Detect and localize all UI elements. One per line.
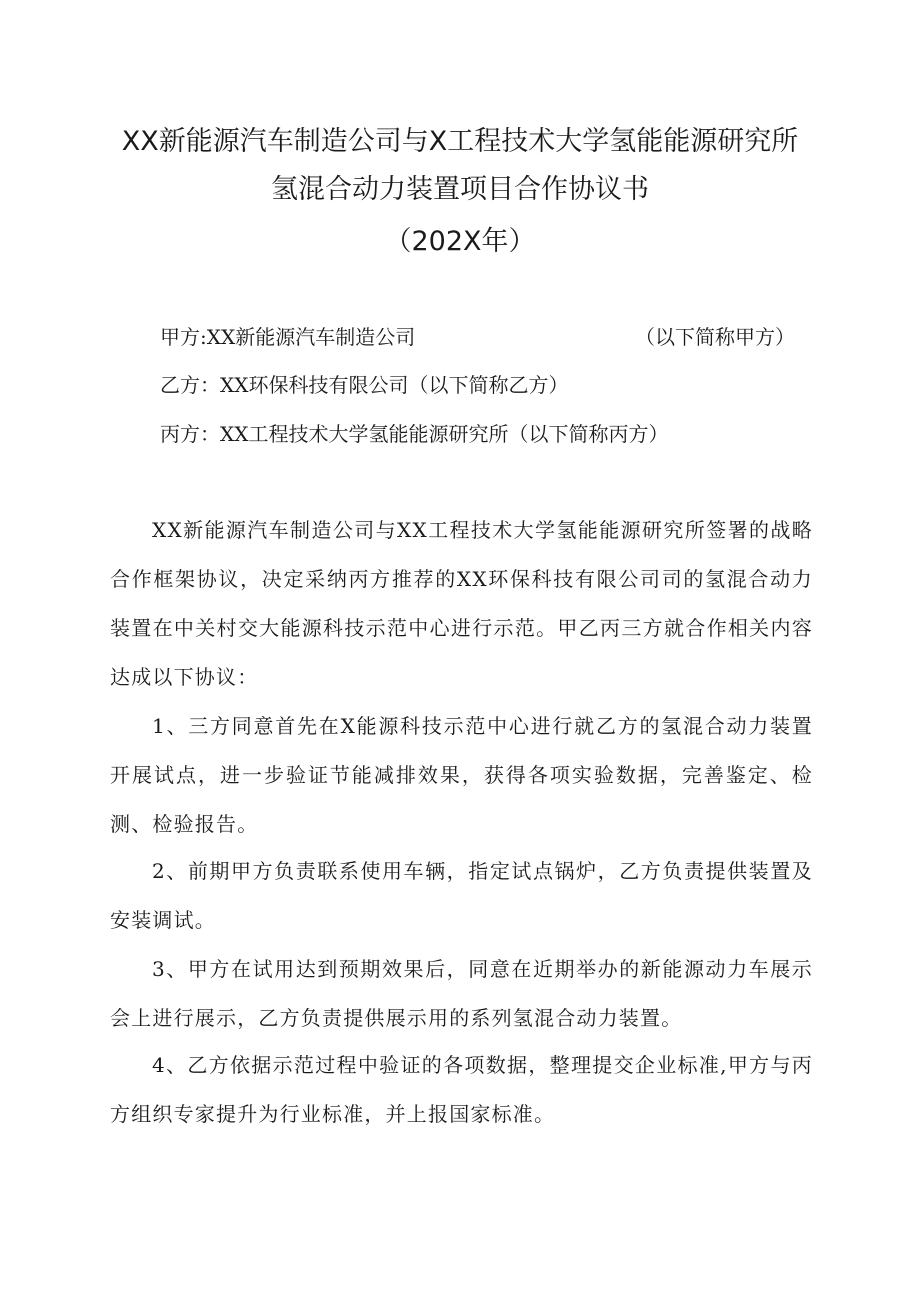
clause-4 bbox=[110, 1041, 813, 1139]
clause-3-text: 3、甲方在试用达到预期效果后，同意在近期举办的新能源动力车展示会上进行展示，乙方负责提供展示用的系列氢混合动力装置。 bbox=[110, 957, 813, 1030]
intro-paragraph bbox=[110, 506, 813, 702]
document-title-line-1: XX新能源汽车制造公司与X工程技术大学氢能能源研究所 bbox=[121, 126, 799, 157]
document-year: （202X年） bbox=[384, 226, 536, 257]
clause-1-text: 1、三方同意首先在X能源科技示范中心进行就乙方的氢混合动力装置开展试点，进一步验证节能减排效果，获得各项实验数据，完善鉴定、检测、检验报告。 bbox=[110, 714, 813, 836]
clause-4-text: 4、乙方依据示范过程中验证的各项数据，整理提交企业标准,甲方与丙方组织专家提升为行业标准，并上报国家标准。 bbox=[110, 1053, 813, 1126]
clause-2-text: 2、前期甲方负责联系使用车辆，指定试点锅炉，乙方负责提供装置及安装调试。 bbox=[110, 859, 813, 932]
clause-3 bbox=[110, 945, 813, 1043]
party-a-name: 甲方:XX新能源汽车制造公司 bbox=[160, 325, 416, 349]
party-c: 丙方：XX工程技术大学氢能能源研究所（以下简称丙方） bbox=[160, 422, 669, 446]
clause-1 bbox=[110, 702, 813, 849]
intro-text: XX新能源汽车制造公司与XX工程技术大学氢能能源研究所签署的战略合作框架协议，决定采纳丙方推荐的XX环保科技有限公司司的氢混合动力装置在中关村交大能源科技示范中心进行示范。甲乙丙三方就合作相关内容达成以下协议： bbox=[110, 518, 813, 689]
party-b: 乙方：XX环保科技有限公司（以下简称乙方） bbox=[160, 373, 569, 397]
clause-2 bbox=[110, 847, 813, 945]
party-a-abbreviation: （以下简称甲方） bbox=[635, 325, 795, 349]
document-title-line-2: 氢混合动力装置项目合作协议书 bbox=[271, 174, 649, 205]
party-a bbox=[160, 323, 820, 351]
